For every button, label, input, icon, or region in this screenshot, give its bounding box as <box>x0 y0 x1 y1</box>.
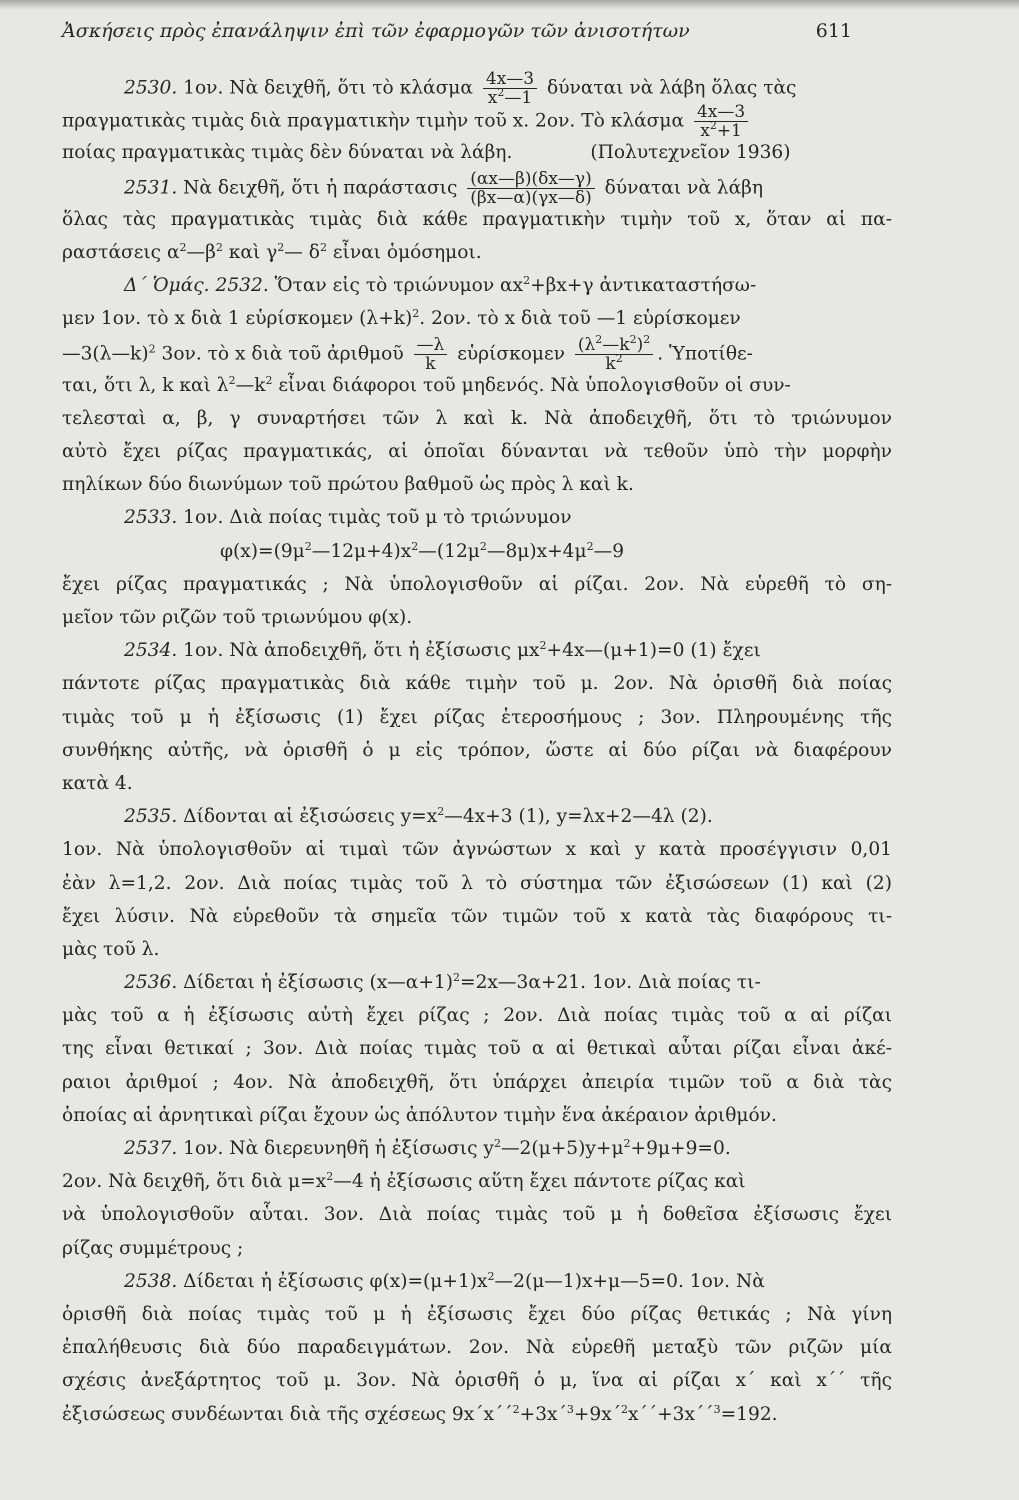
problem-2537-line-3: νὰ ὑπολογισθοῦν αὗται. 3ον. Διὰ ποίας τιμὰς τοῦ μ ἡ δοθεῖσα ἐξίσωσις ἔχει <box>62 1204 892 1226</box>
problem-2532-line-1: Δ΄ Ὁμάς. 2532. Ὅταν εἰς τὸ τριώνυμον $\alpha x^2+\beta x+\gamma$ ἀντικαταστήσω- <box>124 274 757 297</box>
problem-number: 2536. <box>124 972 178 994</box>
problem-2536-line-3: της εἶναι θετικαί ; 3ον. Διὰ ποίας τιμὰς τοῦ α αἱ θετικαὶ αὗται ρίζαι εἶναι ἀκέ- <box>62 1038 892 1060</box>
problem-2538-line-4: σχέσις ἀνεξάρτητος τοῦ μ. 3ον. Νὰ ὁρισθῆ ὁ μ, ἵνα αἱ ρίζαι x΄ καὶ x΄΄ τῆς <box>62 1370 892 1392</box>
problem-number: 2535. <box>124 806 178 828</box>
problem-2534-line-3: τιμὰς τοῦ μ ἡ ἐξίσωσις (1) ἔχει ρίζας ἑτεροσήμους ; 3ον. Πληρουμένης τῆς <box>62 706 892 728</box>
problem-2535-line-5: μὰς τοῦ λ. <box>62 938 160 960</box>
problem-2530-line-1: 2530. 1ον. Νὰ δειχθῆ, ὅτι τὸ κλάσμα $\frac{4x—3}{x^2—1}$ δύναται νὰ λάβη ὅλας τὰς <box>124 69 797 108</box>
fraction: $\frac{—\lambda}{k}$ <box>414 336 448 373</box>
problem-number: 2538. <box>124 1270 178 1292</box>
problem-2535-line-2: 1ον. Νὰ ὑπολογισθοῦν αἱ τιμαὶ τῶν ἀγνώστων x καὶ y κατὰ προσέγγισιν 0,01 <box>62 839 892 861</box>
problem-2532-line-2: μεν 1ον. τὸ x διὰ 1 εὑρίσκομεν $(\lambda+k)^2$. 2ον. τὸ x διὰ τοῦ —1 εὑρίσκομεν <box>62 307 741 330</box>
problem-2533-equation: $\varphi(x)=(9\mu^2—12\mu+4)x^2—(12\mu^2—8\mu)x+4\mu^2—9$ <box>220 539 625 562</box>
problem-2537-line-1: 2537. 1ον. Νὰ διερευνηθῆ ἡ ἐξίσωσις $y^2—2(\mu+5)y+\mu^2+9\mu+9=0$. <box>124 1137 731 1159</box>
problem-number: 2532. <box>215 275 269 297</box>
source-citation: (Πολυτεχνεῖον 1936) <box>590 142 791 164</box>
problem-2532-line-7: πηλίκων δύο διωνύμων τοῦ πρώτου βαθμοῦ ὡς πρὸς λ καὶ k. <box>62 474 634 496</box>
problem-2532-line-6: αὐτὸ ἔχει ρίζας πραγματικάς, αἱ ὁποῖαι δύνανται νὰ τεθοῦν ὑπὸ τὴν μορφὴν <box>62 441 892 463</box>
problem-number: 2531. <box>124 177 178 199</box>
problem-2533-line-1: 2533. 1ον. Διὰ ποίας τιμὰς τοῦ μ τὸ τριώνυμον <box>124 507 572 529</box>
problem-2530-line-3: ποίας πραγματικὰς τιμὰς δὲν δύναται νὰ λάβη. (Πολυτεχνεῖον 1936) <box>62 142 791 164</box>
problem-2536-line-2: μὰς τοῦ α ἡ ἐξίσωσις αὐτὴ ἔχει ρίζας ; 2ον. Διὰ ποίας τιμὰς τοῦ α αἱ ρίζαι <box>62 1005 892 1027</box>
problem-2533-line-3: ἔχει ρίζας πραγματικάς ; Νὰ ὑπολογισθοῦν αἱ ρίζαι. 2ον. Νὰ εὑρεθῆ τὸ ση- <box>62 573 892 595</box>
problem-2536-line-4: ραιοι ἀριθμοί ; 4ον. Νὰ ἀποδειχθῆ, ὅτι ὑπάρχει ἀπειρία τιμῶν τοῦ α διὰ τὰς <box>62 1071 892 1093</box>
problem-2535-line-4: ἔχει λύσιν. Νὰ εὑρεθοῦν τὰ σημεῖα τῶν τιμῶν τοῦ x κατὰ τὰς διαφόρους τι- <box>62 905 892 927</box>
problem-number: 2533. <box>124 507 178 529</box>
problem-2534-line-5: κατὰ 4. <box>62 772 133 794</box>
problem-2532-line-5: τελεσταὶ α, β, γ συναρτήσει τῶν λ καὶ k. Νὰ ἀποδειχθῆ, ὅτι τὸ τριώνυμον <box>62 407 892 429</box>
problem-2537-line-2: 2ον. Νὰ δειχθῆ, ὅτι διὰ $\mu=x^2—4$ ἡ ἐξίσωσις αὕτη ἔχει πάντοτε ρίζας καὶ <box>62 1170 746 1193</box>
problem-2535-line-1: 2535. Δίδονται αἱ ἐξισώσεις $y=x^2—4x+3$ (1), y=λx+2—4λ (2). <box>124 805 713 828</box>
fraction: $\frac{4x—3}{x^2—1}$ <box>483 70 537 107</box>
running-header <box>62 16 862 46</box>
problem-2538-line-1: 2538. Δίδεται ἡ ἐξίσωσις $\varphi(x)=(\mu+1)x^2—2(\mu—1)x+\mu—5=0$. 1ον. Νὰ <box>124 1269 765 1292</box>
header-title: Ἀσκήσεις πρὸς ἐπανάληψιν ἐπὶ τῶν ἐφαρμογῶν τῶν ἀνισοτήτων <box>62 20 690 42</box>
problem-number: 2537. <box>124 1138 178 1159</box>
section-label: Δ΄ Ὁμάς. <box>124 275 210 297</box>
problem-2534-line-2: πάντοτε ρίζας πραγματικὰς διὰ κάθε τιμὴν τοῦ μ. 2ον. Νὰ ὁρισθῆ διὰ ποίας <box>62 673 892 695</box>
problem-2530-line-2: πραγματικὰς τιμὰς διὰ πραγματικὴν τιμὴν τοῦ x. 2ον. Τὸ κλάσμα $\frac{4x—3}{x^2+1}$ <box>62 103 892 136</box>
fraction: $\frac{4x—3}{x^2+1}$ <box>694 103 748 140</box>
scan-edge <box>0 0 1019 10</box>
problem-2531-line-3: ραστάσεις $\alpha^2—\beta^2$ καὶ $\gamma^2—$ $\delta^2$ εἶναι ὁμόσημοι. <box>62 240 482 263</box>
fraction: $\frac{(\lambda^2—k^2)^2}{k^2}$ <box>575 336 653 373</box>
problem-2531-line-1: 2531. Νὰ δειχθῆ, ὅτι ἡ παράστασις $\frac{(\alpha x—\beta)(\delta x—\gamma)}{(\beta x—\alpha)(\gamma x—\delta)}$ δύναται νὰ λάβη <box>124 168 764 208</box>
problem-2533-line-4: μεῖον τῶν ριζῶν τοῦ τριωνύμου φ(x). <box>62 607 413 628</box>
problem-2534-line-4: συνθήκης αὐτῆς, νὰ ὁρισθῆ ὁ μ εἰς τρόπον, ὥστε αἱ δύο ρίζαι νὰ διαφέρουν <box>62 739 892 761</box>
problem-2532-line-4: ται, ὅτι λ, k καὶ $\lambda^2—k^2$ εἶναι διάφοροι τοῦ μηδενός. Νὰ ὑπολογισθοῦν οἱ συν- <box>62 373 791 396</box>
problem-2538-line-3: ἐπαλήθευσις διὰ δύο παραδειγμάτων. 2ον. Νὰ εὑρεθῆ μεταξὺ τῶν ριζῶν μία <box>62 1337 892 1359</box>
problem-number: 2530. <box>124 77 178 99</box>
problem-2532-line-3: —3(λ—k)$^2$ 3ον. τὸ x διὰ τοῦ ἀριθμοῦ $\frac{—\lambda}{k}$ εὑρίσκομεν $\frac{(\lambda^2—k^2)^2}{k^2}$ . Ὑποτίθε- <box>62 332 753 374</box>
problem-2536-line-1: 2536. Δίδεται ἡ ἐξίσωσις (x—α+1)$^2$=2x—3α+21. 1ον. Διὰ ποίας τι- <box>124 971 761 994</box>
problem-2535-line-3: ἐὰν λ=1,2. 2ον. Διὰ ποίας τιμὰς τοῦ λ τὸ σύστημα τῶν ἐξισώσεων (1) καὶ (2) <box>62 872 892 894</box>
problem-2538-line-5: ἐξισώσεως συνδέωνται διὰ τῆς σχέσεως 9x΄x΄΄$^2$+3x΄$^3$+9x΄$^2$x΄΄+3x΄΄$^3$=192. <box>62 1402 778 1425</box>
problem-2537-line-4: ρίζας συμμέτρους ; <box>62 1237 244 1259</box>
problem-2538-line-2: ὁρισθῆ διὰ ποίας τιμὰς τοῦ μ ἡ ἐξίσωσις ἔχει δύο ρίζας θετικάς ; Νὰ γίνη <box>62 1303 892 1325</box>
problem-2531-line-2: ὅλας τὰς πραγματικὰς τιμὰς διὰ κάθε πραγματικὴν τιμὴν τοῦ x, ὅταν αἱ πα- <box>62 208 892 230</box>
problem-2536-line-5: ὁποίας αἱ ἀρνητικαὶ ρίζαι ἔχουν ὡς ἀπόλυτον τιμὴν ἕνα ἀκέραιον ἀριθμόν. <box>62 1104 777 1126</box>
problem-number: 2534. <box>124 640 178 662</box>
fraction: $\frac{(\alpha x—\beta)(\delta x—\gamma)}{(\beta x—\alpha)(\gamma x—\delta)}$ <box>467 170 594 207</box>
problem-2534-line-1: 2534. 1ον. Νὰ ἀποδειχθῆ, ὅτι ἡ ἐξίσωσις $\mu x^2+4x—(\mu+1)=0$ (1) ἔχει <box>124 639 761 662</box>
page-number: 611 <box>815 20 852 42</box>
page-body <box>62 70 892 1431</box>
